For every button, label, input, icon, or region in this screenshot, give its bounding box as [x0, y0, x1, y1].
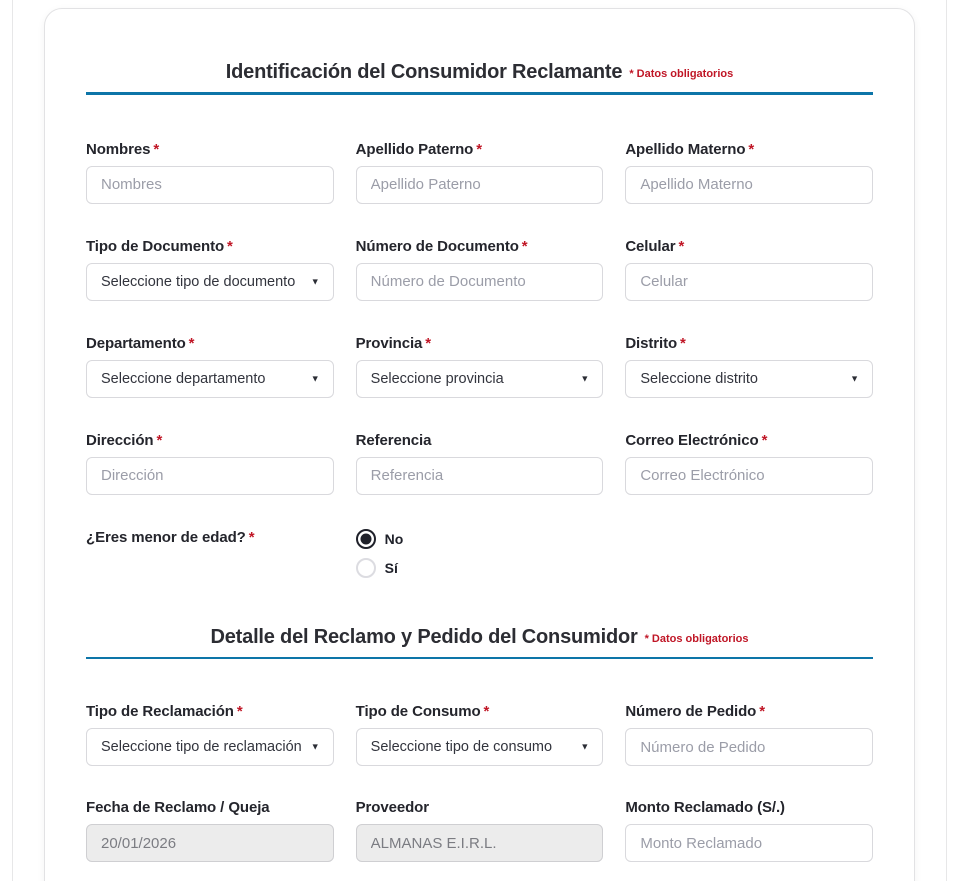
field-distrito	[625, 335, 873, 398]
caret-down-icon: ▼	[850, 373, 859, 383]
departamento-select[interactable]	[86, 360, 334, 398]
field-correo-electronico	[625, 432, 873, 495]
apellido-paterno-input[interactable]	[356, 166, 604, 204]
nombres-input[interactable]	[86, 166, 334, 204]
tipo-reclamacion-label: Tipo de Reclamación *	[86, 703, 243, 720]
field-numero-pedido	[625, 703, 873, 766]
proveedor-label: Proveedor	[355, 799, 429, 816]
caret-down-icon: ▼	[310, 741, 320, 752]
departamento-label: Departamento *	[86, 334, 195, 352]
radio-option-si[interactable]	[356, 558, 604, 578]
required-asterisk: *	[476, 140, 482, 158]
caret-down-icon: ▼	[310, 373, 320, 383]
required-asterisk: *	[153, 140, 160, 158]
form-row-names	[86, 141, 873, 204]
numero-pedido-label: Número de Pedido *	[625, 703, 765, 720]
fecha-reclamo-label: Fecha de Reclamo / Queja	[86, 799, 270, 816]
form-row-address	[86, 432, 873, 495]
field-tipo-consumo	[356, 703, 604, 766]
form-row-claim-type	[86, 703, 873, 766]
tipo-reclamacion-select[interactable]	[86, 728, 334, 766]
field-tipo-reclamacion	[86, 703, 334, 766]
field-fecha-reclamo	[86, 799, 334, 862]
field-numero-documento	[356, 238, 604, 301]
form-row-claim-meta	[86, 799, 873, 862]
section-title: Detalle del Reclamo y Pedido del Consumidor	[210, 625, 638, 648]
required-fields-note: * Datos obligatorios	[629, 68, 734, 80]
required-asterisk: *	[156, 431, 163, 449]
field-nombres	[86, 141, 334, 204]
required-asterisk: *	[748, 140, 755, 158]
field-monto-reclamado	[625, 799, 873, 862]
field-direccion	[86, 432, 334, 495]
correo-electronico-input[interactable]	[625, 457, 873, 495]
caret-down-icon: ▼	[310, 276, 320, 286]
radio-option-no-label: No	[384, 530, 404, 547]
section-header-consumer-identification	[86, 61, 873, 84]
numero-documento-input[interactable]	[356, 263, 604, 301]
provincia-select[interactable]	[356, 360, 604, 398]
required-asterisk: *	[521, 237, 528, 255]
complaint-form-card	[44, 8, 915, 881]
tipo-reclamacion-selected-value: Seleccione tipo de reclamación	[101, 739, 302, 755]
field-apellido-materno	[625, 141, 873, 204]
required-asterisk: *	[227, 237, 233, 255]
tipo-documento-label: Tipo de Documento *	[86, 237, 233, 255]
direccion-label: Dirección *	[86, 431, 163, 449]
apellido-materno-input[interactable]	[625, 166, 873, 204]
apellido-paterno-label: Apellido Paterno *	[355, 140, 482, 158]
tipo-documento-selected-value: Seleccione tipo de documento	[101, 273, 296, 290]
celular-input[interactable]	[625, 263, 873, 301]
required-asterisk: *	[236, 703, 243, 720]
tipo-consumo-selected-value: Seleccione tipo de consumo	[370, 739, 553, 755]
required-asterisk: *	[483, 703, 490, 720]
required-asterisk: *	[759, 703, 765, 720]
celular-label: Celular *	[625, 237, 685, 255]
section-title: Identificación del Consumidor Reclamante	[225, 61, 623, 83]
field-departamento	[86, 335, 334, 398]
tipo-documento-select[interactable]	[86, 263, 334, 301]
section-header-complaint-detail	[86, 626, 873, 649]
distrito-selected-value: Seleccione distrito	[640, 370, 758, 387]
field-celular	[625, 238, 873, 301]
form-row-minor	[86, 529, 873, 578]
apellido-materno-label: Apellido Materno *	[625, 140, 755, 158]
distrito-label: Distrito *	[625, 334, 686, 352]
numero-pedido-input[interactable]	[625, 728, 873, 766]
nombres-label: Nombres *	[86, 140, 160, 158]
field-menor-edad	[86, 529, 334, 578]
provincia-selected-value: Seleccione provincia	[370, 370, 504, 387]
required-fields-note: * Datos obligatorios	[644, 632, 749, 645]
tipo-consumo-label: Tipo de Consumo *	[355, 703, 490, 720]
referencia-label: Referencia	[355, 431, 432, 449]
monto-reclamado-label: Monto Reclamado (S/.)	[625, 799, 785, 816]
caret-down-icon: ▼	[580, 741, 590, 752]
radio-unselected-icon[interactable]	[356, 558, 376, 578]
proveedor-input	[356, 824, 604, 862]
tipo-consumo-select[interactable]	[356, 728, 604, 766]
required-asterisk: *	[680, 334, 686, 352]
radio-option-si-label: Sí	[384, 559, 398, 576]
monto-reclamado-input[interactable]	[625, 824, 873, 862]
distrito-select[interactable]	[625, 360, 873, 398]
menor-edad-radio-group	[356, 529, 604, 578]
field-apellido-paterno	[356, 141, 604, 204]
section-divider	[86, 92, 873, 95]
required-asterisk: *	[678, 237, 685, 255]
fecha-reclamo-input	[86, 824, 334, 862]
radio-selected-icon[interactable]	[356, 529, 376, 549]
direccion-input[interactable]	[86, 457, 334, 495]
form-row-location	[86, 335, 873, 398]
form-row-document	[86, 238, 873, 301]
radio-option-no[interactable]	[356, 529, 604, 549]
correo-electronico-label: Correo Electrónico *	[625, 431, 768, 449]
provincia-label: Provincia *	[355, 334, 432, 352]
required-asterisk: *	[761, 431, 768, 449]
required-asterisk: *	[248, 528, 255, 546]
menor-edad-label: ¿Eres menor de edad? *	[86, 528, 255, 546]
referencia-input[interactable]	[356, 457, 604, 495]
field-proveedor	[356, 799, 604, 862]
field-provincia	[356, 335, 604, 398]
field-referencia	[356, 432, 604, 495]
caret-down-icon: ▼	[580, 373, 590, 383]
required-asterisk: *	[188, 334, 195, 352]
departamento-selected-value: Seleccione departamento	[101, 370, 266, 387]
numero-documento-label: Número de Documento *	[355, 237, 528, 255]
required-asterisk: *	[425, 334, 432, 352]
section-divider	[86, 657, 873, 660]
field-tipo-documento	[86, 238, 334, 301]
